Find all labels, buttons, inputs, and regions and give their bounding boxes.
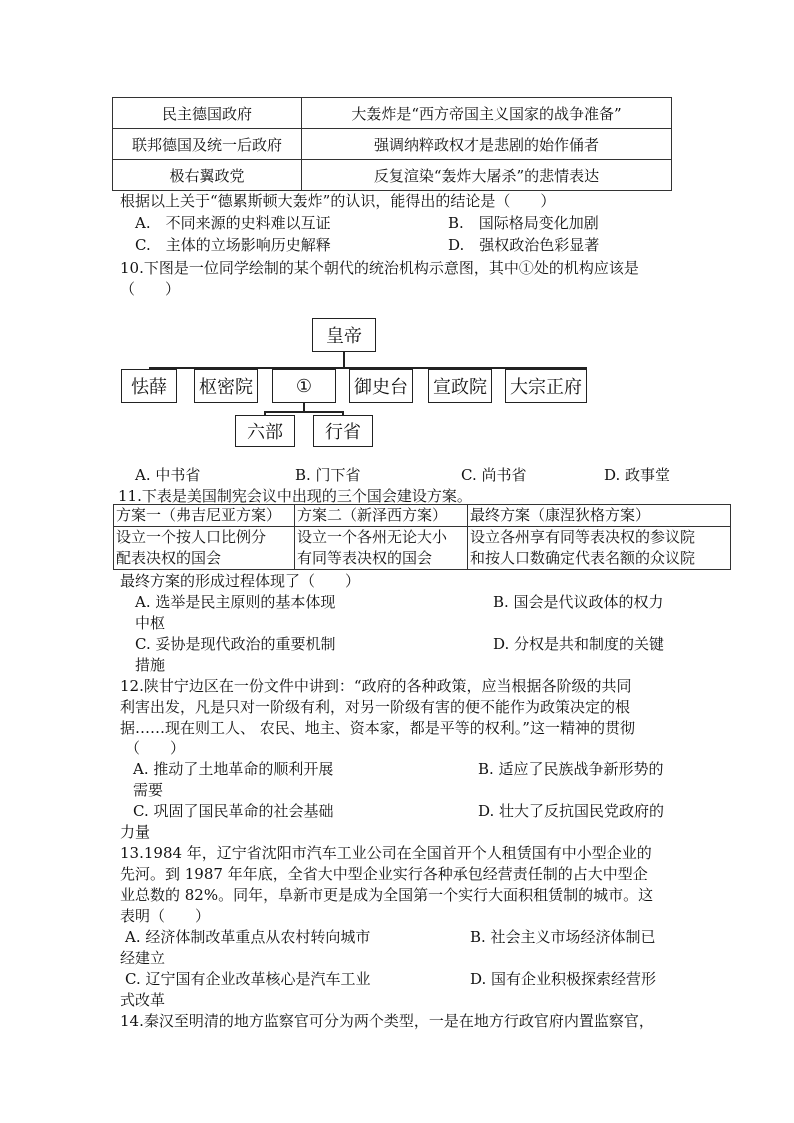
cell-line: 和按人口数确定代表名额的众议院 — [470, 549, 696, 567]
q10-option-d: D. 政事堂 — [604, 466, 671, 484]
q10-paren: （ ） — [120, 280, 181, 298]
connector — [343, 352, 345, 368]
node-qiexue: 怯薛 — [121, 369, 177, 403]
q12-line-3: 据……现在则工人、 农民、地主、资本家，都是平等的权利。”这一精神的贯彻 — [120, 719, 635, 737]
opinion-table — [112, 97, 672, 191]
q14-line-1: 14.秦汉至明清的地方监察官可分为两个类型，一是在地方行政官府内置监察官， — [120, 1012, 654, 1030]
q9-stem: 根据以上关于“德累斯顿大轰炸”的认识，能得出的结论是（ ） — [120, 192, 556, 210]
q9-option-d: D. 强权政治色彩显著 — [448, 236, 600, 254]
q12-line-2: 利害出发，凡是只对一阶级有利，对另一阶级有害的便不能作为政策决定的根 — [120, 698, 631, 716]
column-header: 方案一（弗吉尼亚方案） — [114, 505, 295, 527]
q9-option-a: A. 不同来源的史料难以互证 — [135, 214, 331, 232]
q12-option-d: D. 壮大了反抗国民党政府的 — [478, 802, 665, 820]
q10-option-a: A. 中书省 — [135, 466, 201, 484]
table-cell — [468, 527, 731, 570]
node-emperor: 皇帝 — [312, 318, 376, 352]
connector — [264, 411, 344, 413]
table-cell: 民主德国政府 — [113, 98, 302, 129]
q13-option-c: C. 辽宁国有企业改革核心是汽车工业 — [125, 970, 371, 988]
node-xingsheng: 行省 — [313, 415, 373, 447]
plan-table — [113, 504, 731, 570]
cell-line: 有同等表决权的国会 — [297, 549, 433, 567]
q11-option-c: C. 妥协是现代政治的重要机制 — [135, 635, 336, 653]
q13-line-4: 表明（ ） — [120, 907, 211, 925]
q13-option-a: A. 经济体制改革重点从农村转向城市 — [125, 928, 371, 946]
q9-option-b: B. 国际格局变化加剧 — [448, 214, 599, 232]
q12-paren: （ ） — [125, 739, 186, 757]
q13-option-d: D. 国有企业积极探索经营形 — [470, 970, 657, 988]
column-header: 方案二（新泽西方案） — [295, 505, 468, 527]
q11-option-d-cont: 措施 — [135, 656, 166, 674]
cell-line: 设立一个各州无论大小 — [297, 528, 448, 546]
node-blank-1: ① — [272, 369, 336, 403]
q13-line-1: 13.1984 年，辽宁省沈阳市汽车工业公司在全国首开个人租赁国有中小型企业的 — [120, 844, 652, 862]
node-xuanzhengyuan: 宣政院 — [428, 369, 492, 403]
q11-option-d: D. 分权是共和制度的关键 — [493, 635, 665, 653]
table-header-row — [114, 505, 731, 527]
table-row — [113, 160, 672, 191]
q10-option-c: C. 尚书省 — [461, 466, 527, 484]
cell-line: 设立各州享有同等表决权的参议院 — [470, 528, 696, 546]
table-cell: 反复渲染“轰炸大屠杀”的悲情表达 — [302, 160, 672, 191]
q11-stem: 11.下表是美国制宪会议中出现的三个国会建设方案。 — [118, 487, 472, 505]
q12-option-a: A. 推动了土地革命的顺利开展 — [133, 760, 334, 778]
q10-option-b: B. 门下省 — [295, 466, 361, 484]
cell-line: 设立一个按人口比例分 — [116, 528, 267, 546]
q13-option-d-cont: 式改革 — [120, 991, 166, 1009]
q11-stem2: 最终方案的形成过程体现了（ ） — [120, 572, 361, 590]
table-row — [114, 527, 731, 570]
q12-option-c: C. 巩固了国民革命的社会基础 — [133, 802, 334, 820]
q11-option-b-cont: 中枢 — [135, 614, 166, 632]
q13-line-2: 先河。到 1987 年年底，全省大中型企业实行各种承包经营责任制的占大中型企 — [120, 865, 648, 883]
table-cell: 强调纳粹政权才是悲剧的始作俑者 — [302, 129, 672, 160]
q11-option-a: A. 选举是民主原则的基本体现 — [135, 593, 336, 611]
table-cell: 联邦德国及统一后政府 — [113, 129, 302, 160]
q11-option-b: B. 国会是代议政体的权力 — [493, 593, 664, 611]
node-liubu: 六部 — [235, 415, 295, 447]
q12-option-b-cont: 需要 — [133, 781, 164, 799]
table-cell — [295, 527, 468, 570]
q13-line-3: 业总数的 82%。同年，阜新市更是成为全国第一个实行大面积租赁制的城市。这 — [120, 886, 654, 904]
node-yushitai: 御史台 — [349, 369, 413, 403]
table-cell: 大轰炸是“西方帝国主义国家的战争准备” — [302, 98, 672, 129]
table-cell — [114, 527, 295, 570]
node-dazongzhengfu: 大宗正府 — [505, 369, 587, 403]
q12-option-b: B. 适应了民族战争新形势的 — [478, 760, 664, 778]
cell-line: 配表决权的国会 — [116, 549, 222, 567]
column-header: 最终方案（康涅狄格方案） — [468, 505, 731, 527]
table-row — [113, 129, 672, 160]
q13-option-b-cont: 经建立 — [120, 949, 166, 967]
q9-option-c: C. 主体的立场影响历史解释 — [135, 236, 331, 254]
q12-option-d-cont: 力量 — [120, 823, 151, 841]
q13-option-b: B. 社会主义市场经济体制已 — [470, 928, 656, 946]
q12-line-1: 12.陕甘宁边区在一份文件中讲到：“政府的各种政策，应当根据各阶级的共同 — [120, 677, 632, 695]
node-shumiyuan: 枢密院 — [194, 369, 258, 403]
table-row — [113, 98, 672, 129]
table-cell: 极右翼政党 — [113, 160, 302, 191]
q10-stem: 10.下图是一位同学绘制的某个朝代的统治机构示意图，其中①处的机构应该是 — [120, 259, 639, 277]
